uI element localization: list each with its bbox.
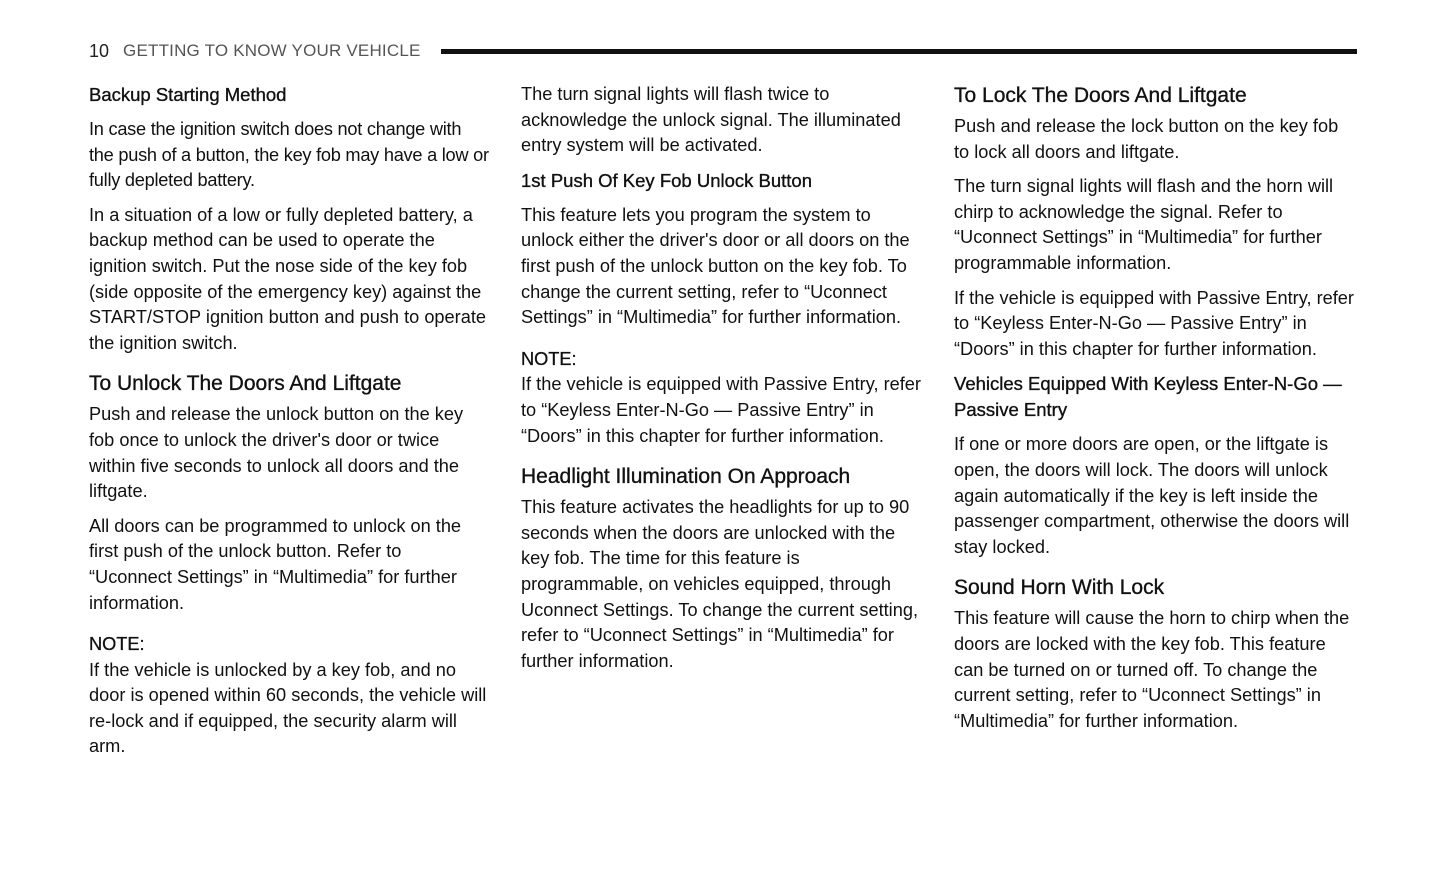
chapter-title: GETTING TO KNOW YOUR VEHICLE	[123, 41, 421, 60]
note-text: If the vehicle is equipped with Passive Entry, refer to “Keyless Enter-N-Go — Passive Entry” in “Doors” in this chapter for further information.	[521, 374, 921, 446]
first-push-paragraph: This feature lets you program the system to unlock either the driver's door or all doors on the first push of the unlock button on the key fob. To change the current setting, refer to “Uconnect Settings” in “Multimedia” for further information.	[521, 204, 910, 328]
column-1	[89, 82, 489, 769]
page-number: 10	[89, 40, 110, 61]
note-label: NOTE:	[521, 348, 577, 369]
headlight-paragraph: This feature activates the headlights for up to 90 seconds when the doors are unlocked with the key fob. The time for this feature is programmable, on vehicles equipped, through Uconnect Settings. To change the current setting, refer to “Uconnect Settings” in “Multimedia” for further information.	[521, 497, 918, 671]
lock-paragraph-1: Push and release the lock button on the key fob to lock all doors and liftgate.	[954, 116, 1339, 162]
header-rule	[441, 49, 1357, 54]
sound-horn-paragraph: This feature will cause the horn to chirp when the doors are locked with the key fob. This feature can be turned on or turned off. To change the current setting, refer to “Uconnect Settings” in “Multimedia” for further information.	[954, 608, 1350, 731]
unlock-paragraph-2: All doors can be programmed to unlock on the first push of the unlock button. Refer to “Uconnect Settings” in “Multimedia” for further information.	[89, 515, 462, 613]
page-header	[89, 38, 1357, 64]
first-push-heading: 1st Push Of Key Fob Unlock Button	[521, 169, 813, 191]
backup-paragraph-2: In a situation of a low or fully depleted battery, a backup method can be used to operate the ignition switch. Put the nose side of the key fob (side opposite of the emergency key) against the START/STOP ignition button and push to operate the ignition switch.	[89, 204, 487, 353]
backup-paragraph-1: In case the ignition switch does not change with the push of a button, the key fob may have a low or fully depleted battery.	[89, 119, 489, 191]
note-label: NOTE:	[89, 634, 145, 655]
headlight-heading: Headlight Illumination On Approach	[521, 465, 851, 489]
lock-paragraph-3: If the vehicle is equipped with Passive Entry, refer to “Keyless Enter-N-Go — Passive Entry” in “Doors” in this chapter for further information.	[954, 287, 1354, 359]
backup-starting-heading: Backup Starting Method	[89, 84, 287, 105]
unlock-doors-heading: To Unlock The Doors And Liftgate	[89, 372, 402, 396]
unlock-paragraph-1: Push and release the unlock button on the key fob once to unlock the driver's door or twice within five seconds to unlock all doors and the liftgate.	[89, 404, 464, 502]
keyless-heading: Vehicles Equipped With Keyless Enter-N-Go — Passive Entry	[954, 373, 1342, 421]
column-2	[521, 82, 921, 683]
keyless-paragraph: If one or more doors are open, or the liftgate is open, the doors will lock. The doors will unlock again automatically if the key is left inside the passenger compartment, otherwise the doors will stay locked.	[954, 434, 1350, 557]
lock-doors-heading: To Lock The Doors And Liftgate	[954, 84, 1247, 107]
note-text: If the vehicle is unlocked by a key fob, and no door is opened within 60 seconds, the vehicle will re-lock and if equipped, the security alarm will arm.	[89, 659, 487, 757]
column-3	[954, 82, 1354, 743]
sound-horn-heading: Sound Horn With Lock	[954, 576, 1165, 600]
lock-paragraph-2: The turn signal lights will flash and the horn will chirp to acknowledge the signal. Refer to “Uconnect Settings” in “Multimedia” for further programmable information.	[954, 176, 1334, 273]
turn-signal-paragraph: The turn signal lights will flash twice to acknowledge the unlock signal. The illuminated entry system will be activated.	[521, 84, 901, 156]
